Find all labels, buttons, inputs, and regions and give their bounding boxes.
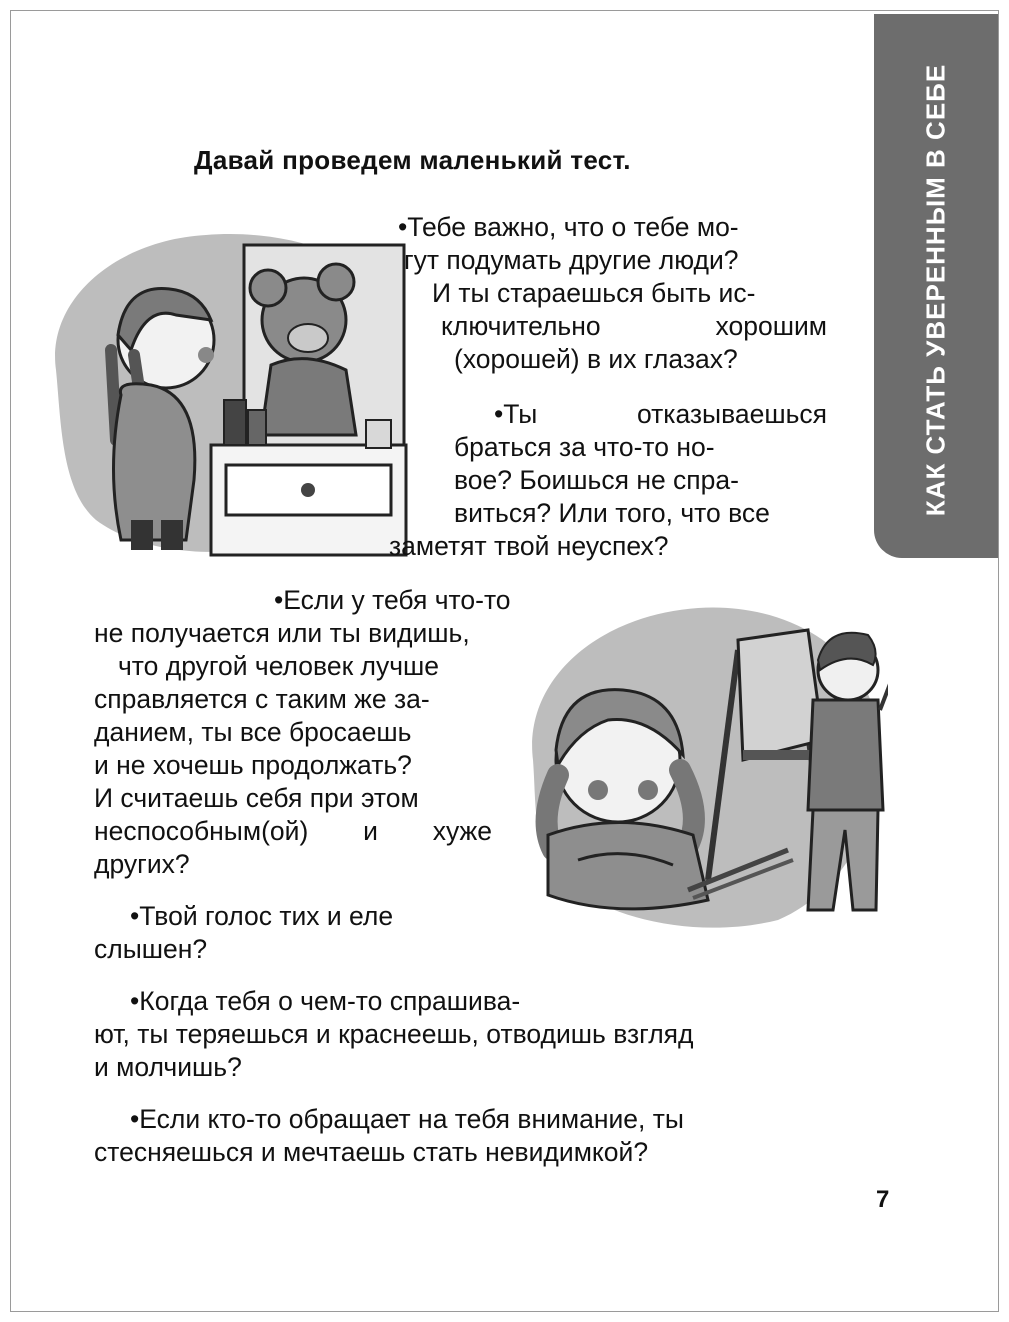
text-line: данием, ты все бросаешь [94, 717, 412, 747]
girl-and-painting-boy-illustration [508, 590, 888, 935]
text-line: браться за что-то но- [454, 432, 715, 462]
text-line: гут подумать другие люди? [404, 245, 739, 275]
text-word: неспособным(ой) [94, 816, 309, 846]
text-line: справляется с таким же за- [94, 684, 430, 714]
text-line: стесняешься и мечтаешь стать невидимкой? [94, 1137, 649, 1167]
text-line [94, 815, 492, 848]
girl-at-mirror-illustration [36, 220, 416, 565]
text-line: •Когда тебя о чем-то спрашива- [130, 986, 521, 1016]
text-word: и [363, 816, 378, 846]
text-line: других? [94, 849, 190, 879]
text-line: не получается или ты видишь, [94, 618, 470, 648]
text-line: и не хочешь продолжать? [94, 750, 412, 780]
text-word: •Ты [494, 399, 538, 429]
page-number: 7 [876, 1186, 890, 1213]
text-line: (хорошей) в их глазах? [454, 344, 738, 374]
text-line: что другой человек лучше [118, 651, 440, 681]
text-word: ключительно [441, 311, 601, 341]
page-heading: Давай проведем маленький тест. [194, 145, 631, 175]
text-line: •Тебе важно, что о тебе мо- [398, 212, 739, 242]
text-line: И считаешь себя при этом [94, 783, 419, 813]
text-word: отказываешься [636, 399, 827, 429]
text-line: •Твой голос тих и еле [130, 901, 394, 931]
text-line: ют, ты теряешься и краснеешь, отводишь взгляд [94, 1019, 694, 1049]
text-line: И ты стараешься быть ис- [432, 278, 756, 308]
text-word: хуже [432, 816, 492, 846]
text-line [441, 310, 827, 343]
text-line: •Если у тебя что-то [274, 585, 511, 615]
text-line: •Если кто-то обращает на тебя внимание, ты [130, 1104, 684, 1134]
text-line [494, 398, 827, 431]
text-line: виться? Или того, что все [454, 498, 770, 528]
text-line: вое? Боишься не спра- [454, 465, 739, 495]
section-title: КАК СТАТЬ УВЕРЕННЫМ В СЕБЕ [920, 63, 951, 517]
text-line: заметят твой неуспех? [389, 531, 669, 561]
text-line: и молчишь? [94, 1052, 242, 1082]
text-line: слышен? [94, 934, 208, 964]
text-word: хорошим [715, 311, 827, 341]
